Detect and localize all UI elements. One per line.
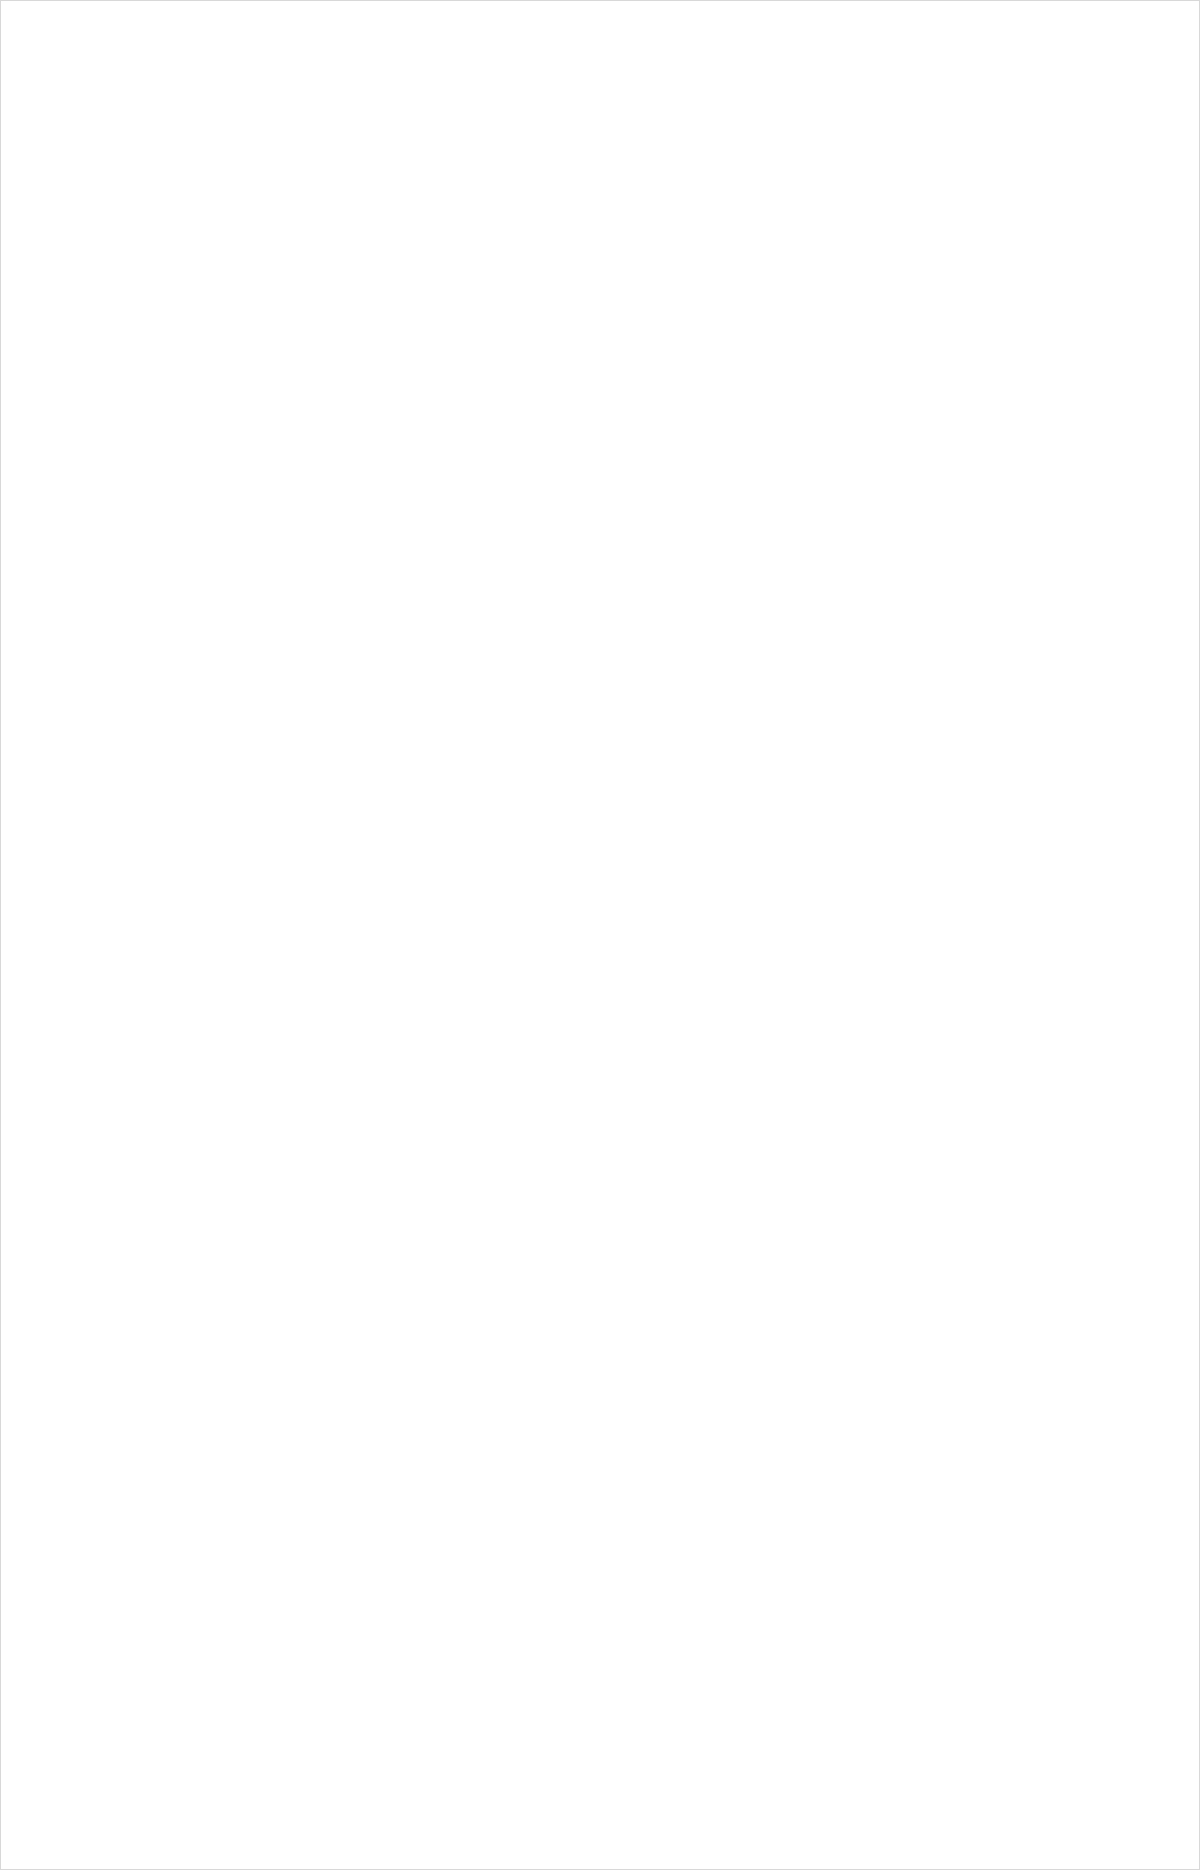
page-title bbox=[1, 1, 1200, 65]
